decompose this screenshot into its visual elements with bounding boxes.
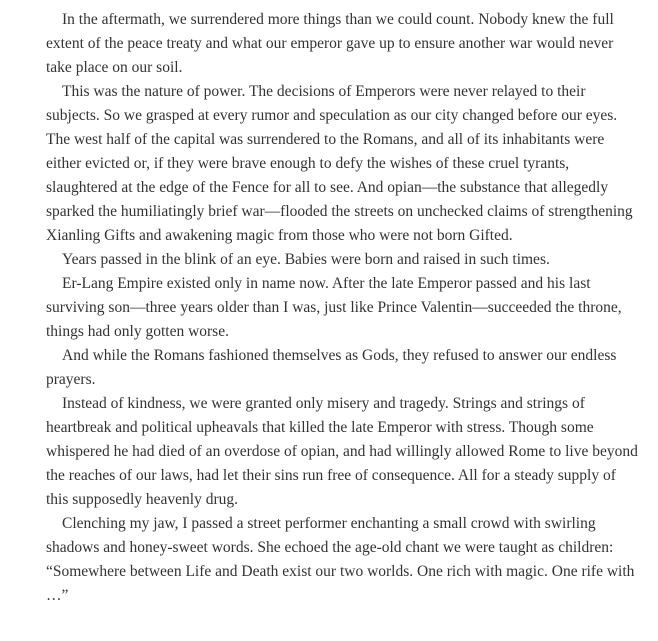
paragraph: This was the nature of power. The decisions of Emperors were never relayed to their subjects. So we grasped at every rumor and speculation as our city changed before our eyes. The west half of the capital was surrendered to the Romans, and all of its inhabitants were either evicted or, if they were brave enough to defy the wishes of these cruel tyrants, slaughtered at the edge of the Fence for all to see. And opian—the substance that allegedly sparked the humiliatingly brief war—flooded the streets on unchecked claims of strengthening Xianling Gifts and awakening magic from those who were not born Gifted. <box>46 83 633 244</box>
paragraph: And while the Romans fashioned themselves as Gods, they refused to answer our endless prayers. <box>46 347 617 388</box>
paragraph: Years passed in the blink of an eye. Babies were born and raised in such times. <box>62 251 550 268</box>
paragraph: In the aftermath, we surrendered more things than we could count. Nobody knew the full extent of the peace treaty and what our emperor gave up to ensure another war would never take place on our soil. <box>46 11 614 76</box>
paragraph: Clenching my jaw, I passed a street performer enchanting a small crowd with swirling shadows and honey-sweet words. She echoed the age-old chant we were taught as children: “Somewhere between Life and Death exist our two worlds. One rich with magic. One rife with …” <box>46 515 635 604</box>
paragraph: Instead of kindness, we were granted only misery and tragedy. Strings and strings of heartbreak and political upheavals that killed the late Emperor with stress. Though some whispered he had died of an overdose of opian, and had willingly allowed Rome to live beyond the reaches of our laws, had let their sins run free of consequence. All for a steady supply of this supposedly heavenly drug. <box>46 395 638 508</box>
paragraph: Er-Lang Empire existed only in name now. After the late Emperor passed and his last surviving son—three years older than I was, just like Prince Valentin—succeeded the throne, things had only gotten worse. <box>46 275 622 340</box>
